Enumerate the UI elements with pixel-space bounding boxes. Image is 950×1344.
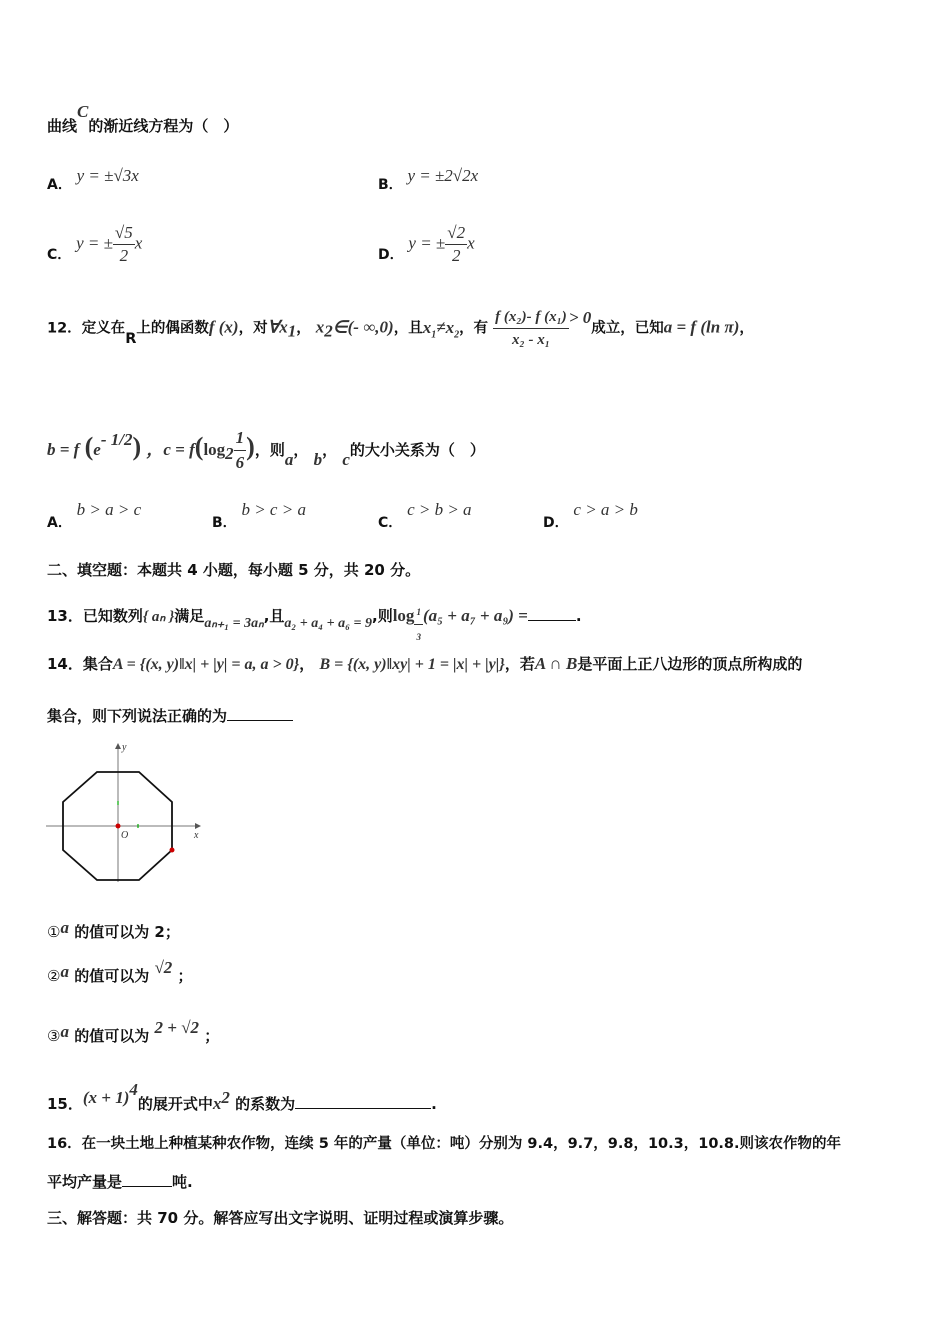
- section-2-heading: 二、填空题：本题共 4 小题，每小题 5 分，共 20 分。: [47, 561, 421, 579]
- q12-option-a: A． b > a > c: [47, 500, 142, 531]
- q11-option-c: C． y = ± $\frac{√5}{2}$ x: [47, 223, 143, 265]
- q13-stem: 13．已知数列{ aₙ }满足aₙ₊₁ = 3aₙ,且a₂ + a₄ + a₆ = 9,则log $\frac{1}{3}$ (a₅ + a₇ + a₉) = .: [47, 592, 582, 641]
- q14-statement-2: ②a 的值可以为 √2 ；: [47, 958, 193, 985]
- q11-option-a: A． y = ±√3x: [47, 166, 139, 193]
- q12-option-d: D． c > a > b: [543, 500, 638, 531]
- q11-option-d: D． y = ± $\frac{√2}{2}$ x: [378, 223, 475, 265]
- q16-stem: 16．在一块土地上种植某种农作物，连续 5 年的产量（单位：吨）分别为 9.4，9.7，9.8，10.3，10.8.则该农作物的年: [47, 1136, 842, 1152]
- q12-option-b: B． b > c > a: [212, 500, 306, 531]
- q15-stem: 15．$(x + 1)^4$的展开式中$x^2$ 的系数为 .: [47, 1080, 437, 1113]
- q16-stem-line2: 平均产量是 吨.: [47, 1173, 193, 1191]
- q11-stem: 曲线C的渐近线方程为（ ）: [47, 102, 239, 135]
- q11-option-b: B． y = ±2√2x: [378, 166, 479, 193]
- q14-stem-line2: 集合，则下列说法正确的为: [47, 706, 293, 726]
- q12-stem-line2: b = f $(e^{- 1/2})$ ，$c = f(\log_2$ $\frac{1}{6}$ )，则a， b， c的大小关系为（ ）: [47, 428, 485, 472]
- vertex-point: [170, 848, 175, 853]
- q14-stem: 14．集合A = {(x, y)‖x| + |y| = a, a > 0}， B = {(x, y)‖xy| + 1 = |x| + |y|}，若A ∩ B是平面上正八边形的顶点所构成的: [47, 654, 803, 673]
- q14-statement-1: ①a 的值可以为 2；: [47, 918, 180, 941]
- q14-statement-3: ③a 的值可以为 2 + √2 ；: [47, 1018, 220, 1045]
- y-axis-label: y: [122, 742, 127, 753]
- origin-point: [116, 824, 121, 829]
- q12-option-c: C． c > b > a: [378, 500, 472, 531]
- q12-stem: 12．定义在R上的偶函数f (x)，对$\forall x_1$， $x_2\in(-$ ∞,0)，且$x_1\ne x_2$，有 $\frac{\text{f (x₂)- f (x₁)}}{\text{x₂ - x₁}}$ > 0成立，已知a = f (ln π)，: [47, 307, 754, 348]
- section-3-heading: 三、解答题：共 70 分。解答应写出文字说明、证明过程或演算步骤。: [47, 1209, 514, 1227]
- x-axis-label: x: [194, 830, 199, 841]
- origin-label: O: [121, 830, 129, 841]
- octagon-figure: [42, 738, 212, 888]
